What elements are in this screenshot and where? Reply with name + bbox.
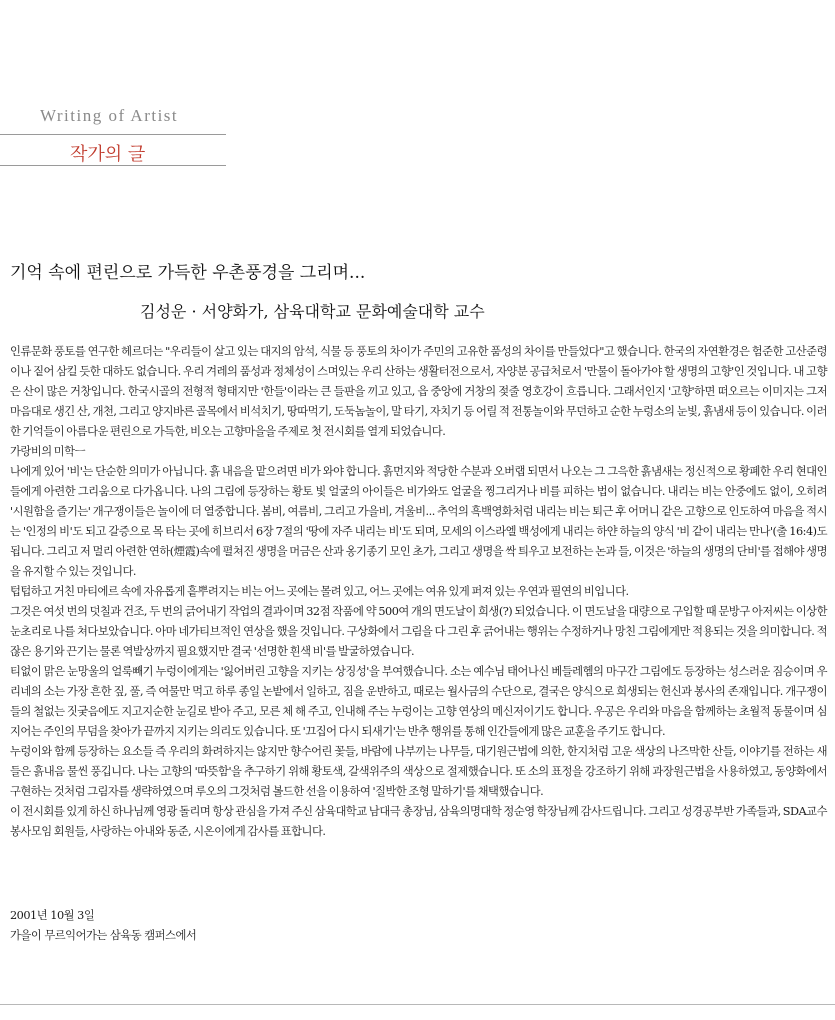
paragraph: 나에게 있어 '비'는 단순한 의미가 아닙니다. 흙 내음을 맡으려면 비가 와야 합니다. 흙먼지와 적당한 수분과 오버랩 되면서 나오는 그 그윽한 흙냄새는 정신적으로 황폐한 우리 현대인들에게 아련한 그리움으로 다가옵니다. 나의 그림에 등장하는 황토 빛 얼굴의 아이들은 비가와도 얼굴을 찡그리거나 비를 피하는 법이 없습니다. 내리는 비는 안중에도 없이, 오히려 '시원함을 즐기는' 개구쟁이들은 놀이에 더 열중합니다. 봄비, 여름비, 그리고 가을비, 겨울비... 추억의 흑백영화처럼 내리는 비는 퇴근 후 어머니 같은 고향으로 인도하여 마음을 적시는 '인정의 비'도 되고 갈증으로 목 타는 곳에 히브리서 6장 7절의 '땅에 자주 내리는 비'도 되며, 모세의 이스라엘 백성에게 내리는 하얀 하늘의 양식 '비 같이 내리는 만나'(출 16:4)도 됩니다. 그리고 저 멀리 아련한 연하(煙霞)속에 펼쳐진 생명을 머금은 산과 옹기종기 모인 초가, 그리고 생명을 싹 틔우고 보전하는 논과 들, 이것은 '하늘의 생명의 단비'를 접해야 생명을 유지할 수 있는 것입니다. <box>10 465 827 578</box>
article-body <box>10 342 827 842</box>
place: 가을이 무르익어가는 삼육동 캠퍼스에서 <box>10 929 197 942</box>
header-korean: 작가의 글 <box>70 144 146 165</box>
paragraph: 티없이 맑은 눈망울의 얼룩빼기 누렁이에게는 '잃어버린 고향을 지키는 상징성'을 부여했습니다. 소는 예수님 태어나신 베들레헴의 마구간 그림에도 등장하는 성스러운 짐승이며 우리네의 소는 가장 흔한 짚, 풀, 즉 여물만 먹고 하루 종일 논밭에서 일하고, 짐을 운반하고, 때로는 월사금의 수단으로, 결국은 양식으로 희생되는 헌신과 봉사의 존재입니다. 개구쟁이들의 철없는 짓궂음에도 지고지순한 눈길로 받아 주고, 모른 체 해 주고, 인내해 주는 누렁이는 고향 연상의 메신저이기도 합니다. 우공은 우리와 마음을 함께하는 초월적 동물이며 심지어는 주인의 무덤을 찾아가 끝까지 지키는 의리도 있습니다. 또 '끄집어 다시 되새기'는 반추 행위를 통해 인간들에게 많은 교훈을 주기도 합니다. <box>10 665 827 738</box>
header-divider <box>0 134 226 135</box>
signature-block <box>10 906 196 946</box>
paragraph: 인류문화 풍토를 연구한 헤르더는 "우리들이 살고 있는 대지의 암석, 식물 등 풍토의 차이가 주민의 고유한 품성의 차이를 만들었다"고 했습니다. 한국의 자연환경은 험준한 고산준령이나 짙어 삼킬 듯한 대하도 없습니다. 우리 겨레의 품성과 정체성이 스며있는 우리 산하는 생활터전으로서, 자양분 공급처로서 '만물이 돌아가야 할 생명의 고향'인 것입니다. 내 고향은 산이 많은 거창입니다. 한국시골의 전형적 형태지만 '한들'이라는 큰 들판을 끼고 있고, 읍 중앙에 거창의 젖줄 영호강이 흐릅니다. 그래서인지 '고향'하면 떠오르는 이미지는 그저 마음대로 생긴 산, 개천, 그리고 양지바른 골목에서 비석치기, 땅따먹기, 도둑놈놀이, 말 타기, 자치기 등 어릴 적 전통놀이와 무던하고 순한 누렁소의 눈빛, 흙냄새 등이 있습니다. 이러한 기억들이 아름다운 편린으로 가득한, 비오는 고향마을을 주제로 첫 전시회를 열게 되었습니다. <box>10 345 827 438</box>
paragraph: 그것은 여섯 번의 덧칠과 건조, 두 번의 긁어내기 작업의 결과이며 32점 작품에 약 500여 개의 면도날이 희생(?) 되었습니다. 이 면도날을 대량으로 구입할 때 문방구 아저씨는 이상한 눈초리로 나를 쳐다보았습니다. 아마 네가티브적인 연상을 했을 것입니다. 구상화에서 그림을 다 그린 후 긁어내는 행위는 수정하거나 망친 그림에게만 적용되는 것을 의미합니다. 적잖은 용기와 끈기는 물론 역발상까지 필요했지만 결국 '선명한 흰색 비'를 발굴하였습니다. <box>10 605 827 658</box>
paragraph-subheading: 가랑비의 미학ㅡ <box>10 445 85 458</box>
header-divider-bottom <box>0 165 226 166</box>
paragraph: 텁텁하고 거친 마티에르 속에 자유롭게 흩뿌려지는 비는 어느 곳에는 몰려 있고, 어느 곳에는 여유 있게 퍼져 있는 우연과 필연의 비입니다. <box>10 585 629 598</box>
paragraph: 누렁이와 함께 등장하는 요소들 즉 우리의 화려하지는 않지만 향수어린 꽃들, 바람에 나부끼는 나무들, 대기원근법에 의한, 한지처럼 고운 색상의 나즈막한 산들, 이야기를 전하는 새들은 흙내음 물씬 풍깁니다. 나는 고향의 '따뜻함'을 추구하기 위해 황토색, 갈색위주의 색상으로 절제했습니다. 또 소의 표정을 강조하기 위해 과장원근법을 사용하였고, 동양화에서 구현하는 것처럼 그림자를 생략하였으며 루오의 그것처럼 볼드한 선을 이용하여 '질박한 조형 말하기'를 채택했습니다. <box>10 745 827 798</box>
date: 2001년 10월 3일 <box>10 909 95 922</box>
footer-divider <box>0 1004 835 1005</box>
article-title: 기억 속에 편린으로 가득한 우촌풍경을 그리며... <box>10 263 366 283</box>
header-english: Writing of Artist <box>40 106 179 125</box>
paragraph: 이 전시회를 있게 하신 하나님께 영광 돌리며 항상 관심을 가져 주신 삼육대학교 남대극 총장님, 삼육의명대학 정순영 학장님께 감사드립니다. 그리고 성경공부반 가족들과, SDA교수봉사모임 회원들, 사랑하는 아내와 동준, 시온이에게 감사를 표합니다. <box>10 805 827 838</box>
article-author: 김성운 · 서양화가, 삼육대학교 문화예술대학 교수 <box>140 302 485 321</box>
